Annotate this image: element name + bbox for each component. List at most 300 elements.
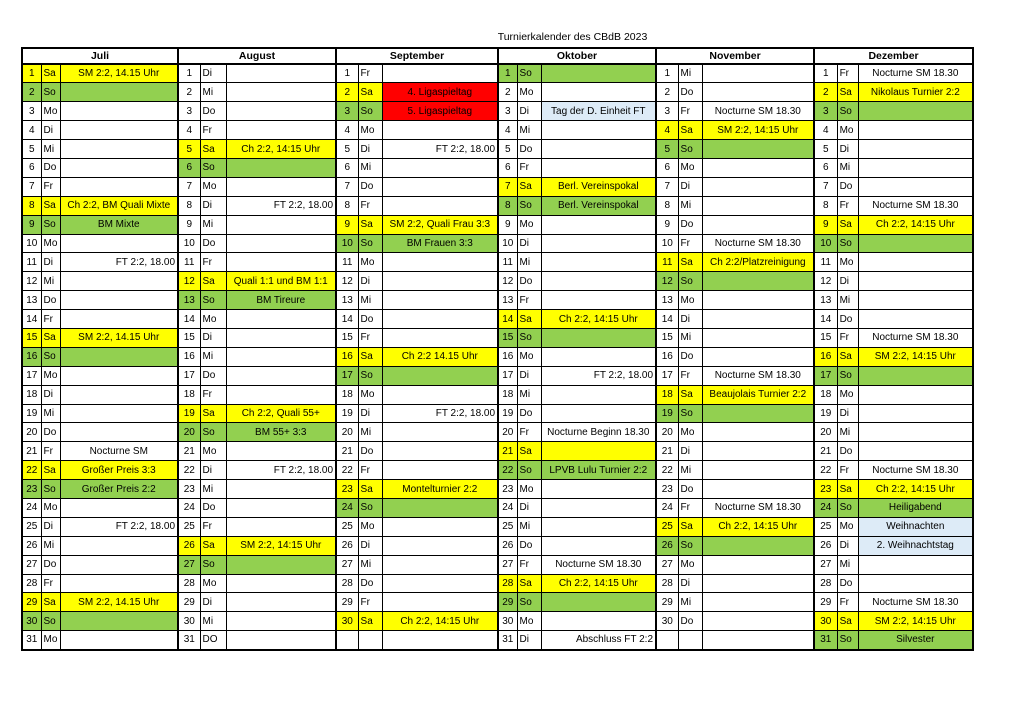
day-number: 23 — [814, 480, 837, 499]
calendar-row — [22, 328, 973, 347]
event-cell — [702, 593, 814, 612]
day-number: 29 — [178, 593, 200, 612]
weekday: Di — [200, 328, 226, 347]
event-cell — [858, 385, 973, 404]
weekday: Mi — [200, 612, 226, 631]
calendar-row — [22, 480, 973, 499]
event-cell — [60, 404, 178, 423]
day-number: 20 — [336, 423, 358, 442]
month-header-dezember: Dezember — [814, 48, 973, 64]
day-number: 28 — [22, 574, 41, 593]
event-cell — [858, 555, 973, 574]
weekday: Mo — [358, 121, 382, 140]
weekday: Di — [517, 234, 541, 253]
calendar-row — [22, 498, 973, 517]
event-cell: SM 2:2, 14:15 Uhr — [858, 612, 973, 631]
calendar-title: Turnierkalender des CBdB 2023 — [497, 31, 648, 43]
day-number: 29 — [814, 593, 837, 612]
weekday: Do — [41, 291, 60, 310]
weekday: Fr — [678, 234, 702, 253]
event-cell: Nocturne SM 18.30 — [858, 196, 973, 215]
day-number: 3 — [656, 102, 678, 121]
weekday: Mi — [41, 404, 60, 423]
day-number: 9 — [498, 215, 517, 234]
day-number: 25 — [336, 517, 358, 536]
event-cell: FT 2:2, 18.00 — [60, 253, 178, 272]
weekday: Fr — [517, 555, 541, 574]
event-cell — [60, 121, 178, 140]
weekday: Di — [41, 385, 60, 404]
weekday: Sa — [837, 83, 858, 102]
weekday: So — [41, 480, 60, 499]
day-number: 20 — [498, 423, 517, 442]
day-number: 25 — [498, 517, 517, 536]
day-number: 4 — [814, 121, 837, 140]
day-number: 18 — [336, 385, 358, 404]
weekday: Sa — [41, 196, 60, 215]
event-cell — [382, 158, 498, 177]
event-cell: Nikolaus Turnier 2:2 — [858, 83, 973, 102]
calendar-row — [22, 385, 973, 404]
event-cell: FT 2:2, 18.00 — [226, 196, 336, 215]
weekday: Di — [200, 196, 226, 215]
weekday: Do — [200, 498, 226, 517]
calendar-row — [22, 631, 973, 650]
event-cell — [858, 102, 973, 121]
event-cell — [60, 83, 178, 102]
event-cell: Ch 2:2, BM Quali Mixte — [60, 196, 178, 215]
day-number: 30 — [498, 612, 517, 631]
event-cell — [382, 631, 498, 650]
event-cell — [702, 140, 814, 159]
weekday: Do — [41, 158, 60, 177]
weekday: Mi — [837, 291, 858, 310]
day-number: 23 — [336, 480, 358, 499]
weekday: Mi — [358, 158, 382, 177]
day-number: 17 — [814, 366, 837, 385]
event-cell: Nocturne SM 18.30 — [702, 102, 814, 121]
day-number: 13 — [498, 291, 517, 310]
day-number: 22 — [22, 461, 41, 480]
day-number: 24 — [336, 498, 358, 517]
day-number: 16 — [336, 347, 358, 366]
event-cell — [382, 536, 498, 555]
weekday: Mo — [517, 83, 541, 102]
weekday: Sa — [200, 536, 226, 555]
day-number: 26 — [336, 536, 358, 555]
weekday: Sa — [517, 442, 541, 461]
weekday: Do — [358, 442, 382, 461]
event-cell: Nocturne Beginn 18.30 — [541, 423, 656, 442]
weekday: Mo — [837, 121, 858, 140]
weekday: Di — [678, 310, 702, 329]
weekday: Mi — [678, 461, 702, 480]
weekday: Fr — [837, 64, 858, 83]
day-number: 30 — [656, 612, 678, 631]
weekday: Do — [678, 612, 702, 631]
event-cell: Ch 2:2, 14:15 Uhr — [702, 517, 814, 536]
calendar-row — [22, 423, 973, 442]
weekday: So — [200, 423, 226, 442]
day-number: 24 — [22, 498, 41, 517]
event-cell: Quali 1:1 und BM 1:1 — [226, 272, 336, 291]
event-cell — [226, 83, 336, 102]
weekday: Fr — [837, 328, 858, 347]
weekday: Fr — [517, 158, 541, 177]
event-cell: Ch 2:2, 14:15 Uhr — [858, 215, 973, 234]
weekday: DO — [200, 631, 226, 650]
event-cell — [382, 574, 498, 593]
calendar-row — [22, 272, 973, 291]
event-cell — [541, 480, 656, 499]
event-cell — [226, 177, 336, 196]
event-cell: FT 2:2, 18.00 — [226, 461, 336, 480]
day-number: 1 — [498, 64, 517, 83]
event-cell: Beaujolais Turnier 2:2 — [702, 385, 814, 404]
event-cell: SM 2:2, 14:15 Uhr — [226, 536, 336, 555]
event-cell: SM 2:2, 14.15 Uhr — [60, 64, 178, 83]
event-cell — [382, 385, 498, 404]
event-cell — [382, 272, 498, 291]
event-cell: Ch 2:2, 14:15 Uhr — [382, 612, 498, 631]
day-number: 27 — [336, 555, 358, 574]
event-cell: 5. Ligaspieltag — [382, 102, 498, 121]
weekday: Mo — [358, 517, 382, 536]
day-number: 22 — [814, 461, 837, 480]
event-cell — [702, 631, 814, 650]
day-number: 16 — [178, 347, 200, 366]
event-cell: Großer Preis 2:2 — [60, 480, 178, 499]
event-cell — [702, 310, 814, 329]
day-number — [336, 631, 358, 650]
calendar-row — [22, 215, 973, 234]
event-cell — [226, 328, 336, 347]
day-number: 21 — [498, 442, 517, 461]
day-number: 18 — [814, 385, 837, 404]
day-number: 3 — [178, 102, 200, 121]
weekday: Sa — [41, 64, 60, 83]
weekday: Fr — [358, 593, 382, 612]
weekday: Sa — [517, 574, 541, 593]
day-number: 6 — [814, 158, 837, 177]
event-cell — [382, 121, 498, 140]
calendar-row — [22, 253, 973, 272]
weekday: Do — [517, 272, 541, 291]
weekday: Do — [678, 347, 702, 366]
weekday: Di — [358, 404, 382, 423]
calendar-row — [22, 177, 973, 196]
weekday: Mi — [200, 83, 226, 102]
day-number: 5 — [336, 140, 358, 159]
event-cell — [702, 158, 814, 177]
event-cell — [60, 631, 178, 650]
weekday: Mo — [678, 423, 702, 442]
day-number: 7 — [22, 177, 41, 196]
weekday: Sa — [837, 347, 858, 366]
event-cell — [541, 517, 656, 536]
month-header-august: August — [178, 48, 336, 64]
event-cell: Ch 2:2, 14:15 Uhr — [541, 574, 656, 593]
day-number: 28 — [178, 574, 200, 593]
day-number: 19 — [178, 404, 200, 423]
day-number: 19 — [498, 404, 517, 423]
event-cell — [226, 612, 336, 631]
day-number: 27 — [178, 555, 200, 574]
weekday: So — [837, 234, 858, 253]
event-cell — [382, 291, 498, 310]
day-number: 22 — [498, 461, 517, 480]
day-number: 28 — [336, 574, 358, 593]
weekday: Di — [837, 536, 858, 555]
event-cell — [541, 442, 656, 461]
day-number: 15 — [336, 328, 358, 347]
day-number: 21 — [22, 442, 41, 461]
day-number: 24 — [498, 498, 517, 517]
weekday: Di — [358, 536, 382, 555]
day-number: 14 — [178, 310, 200, 329]
day-number: 6 — [498, 158, 517, 177]
day-number: 25 — [178, 517, 200, 536]
event-cell — [60, 158, 178, 177]
event-cell — [541, 234, 656, 253]
event-cell: SM 2:2, 14.15 Uhr — [60, 593, 178, 612]
weekday: Mi — [200, 480, 226, 499]
day-number: 17 — [178, 366, 200, 385]
weekday: Mo — [200, 442, 226, 461]
event-cell — [226, 215, 336, 234]
weekday: Fr — [200, 385, 226, 404]
weekday: Di — [41, 517, 60, 536]
weekday: Di — [517, 102, 541, 121]
calendar-row — [22, 574, 973, 593]
day-number: 11 — [178, 253, 200, 272]
event-cell — [226, 102, 336, 121]
day-number: 20 — [178, 423, 200, 442]
day-number: 29 — [656, 593, 678, 612]
day-number: 4 — [336, 121, 358, 140]
event-cell — [60, 555, 178, 574]
weekday: Mo — [517, 480, 541, 499]
weekday: Fr — [517, 291, 541, 310]
event-cell: BM Tireure — [226, 291, 336, 310]
event-cell: Berl. Vereinspokal — [541, 196, 656, 215]
day-number: 2 — [336, 83, 358, 102]
event-cell — [226, 121, 336, 140]
day-number: 18 — [656, 385, 678, 404]
day-number: 15 — [656, 328, 678, 347]
day-number: 24 — [178, 498, 200, 517]
event-cell — [541, 158, 656, 177]
calendar-row — [22, 291, 973, 310]
day-number: 8 — [22, 196, 41, 215]
event-cell — [541, 612, 656, 631]
event-cell — [541, 121, 656, 140]
calendar-row — [22, 555, 973, 574]
day-number: 21 — [336, 442, 358, 461]
event-cell: Großer Preis 3:3 — [60, 461, 178, 480]
weekday: So — [41, 612, 60, 631]
event-cell — [60, 291, 178, 310]
weekday: Di — [837, 140, 858, 159]
event-cell: Berl. Vereinspokal — [541, 177, 656, 196]
weekday: Do — [358, 310, 382, 329]
event-cell — [60, 177, 178, 196]
event-cell: BM 55+ 3:3 — [226, 423, 336, 442]
event-cell — [60, 234, 178, 253]
weekday: So — [200, 291, 226, 310]
day-number: 10 — [656, 234, 678, 253]
weekday: Do — [200, 366, 226, 385]
weekday: Mi — [358, 423, 382, 442]
weekday: Sa — [678, 385, 702, 404]
weekday: Di — [678, 177, 702, 196]
day-number: 10 — [814, 234, 837, 253]
event-cell — [60, 272, 178, 291]
day-number: 26 — [22, 536, 41, 555]
event-cell: FT 2:2, 18.00 — [541, 366, 656, 385]
day-number: 14 — [814, 310, 837, 329]
weekday: Fr — [517, 423, 541, 442]
weekday: Sa — [358, 215, 382, 234]
weekday: Mo — [678, 555, 702, 574]
event-cell: Nocturne SM 18.30 — [702, 366, 814, 385]
weekday: Mi — [358, 555, 382, 574]
weekday: Do — [358, 177, 382, 196]
event-cell: FT 2:2, 18.00 — [382, 140, 498, 159]
weekday: So — [517, 328, 541, 347]
day-number: 15 — [498, 328, 517, 347]
day-number: 8 — [336, 196, 358, 215]
event-cell: Nocturne SM — [60, 442, 178, 461]
month-header-row — [22, 48, 973, 64]
day-number: 13 — [178, 291, 200, 310]
day-number: 13 — [336, 291, 358, 310]
event-cell: Tag der D. Einheit FT — [541, 102, 656, 121]
event-cell — [382, 253, 498, 272]
day-number: 27 — [656, 555, 678, 574]
month-header-november: November — [656, 48, 814, 64]
day-number: 11 — [656, 253, 678, 272]
event-cell: SM 2:2, Quali Frau 3:3 — [382, 215, 498, 234]
calendar-row — [22, 536, 973, 555]
day-number: 14 — [498, 310, 517, 329]
day-number: 20 — [814, 423, 837, 442]
weekday: Mi — [678, 328, 702, 347]
weekday: So — [358, 102, 382, 121]
calendar-row — [22, 461, 973, 480]
day-number: 8 — [814, 196, 837, 215]
event-cell — [541, 83, 656, 102]
day-number: 6 — [656, 158, 678, 177]
weekday — [358, 631, 382, 650]
weekday: So — [358, 498, 382, 517]
event-cell — [60, 498, 178, 517]
weekday: Sa — [200, 140, 226, 159]
weekday: Mo — [517, 612, 541, 631]
month-header-oktober: Oktober — [498, 48, 656, 64]
day-number: 7 — [656, 177, 678, 196]
day-number — [656, 631, 678, 650]
event-cell: Ch 2:2, 14:15 Uhr — [226, 140, 336, 159]
event-cell — [382, 64, 498, 83]
event-cell: SM 2:2, 14.15 Uhr — [60, 328, 178, 347]
calendar-row — [22, 404, 973, 423]
day-number: 12 — [814, 272, 837, 291]
event-cell — [226, 442, 336, 461]
day-number: 17 — [22, 366, 41, 385]
event-cell — [60, 102, 178, 121]
event-cell — [60, 366, 178, 385]
day-number: 15 — [22, 328, 41, 347]
event-cell — [702, 536, 814, 555]
event-cell — [60, 140, 178, 159]
weekday: Fr — [678, 366, 702, 385]
weekday: So — [41, 83, 60, 102]
day-number: 26 — [498, 536, 517, 555]
weekday: Di — [837, 272, 858, 291]
event-cell — [382, 177, 498, 196]
weekday: Sa — [358, 83, 382, 102]
event-cell — [226, 517, 336, 536]
day-number: 21 — [656, 442, 678, 461]
day-number: 9 — [656, 215, 678, 234]
weekday: Sa — [678, 253, 702, 272]
weekday: Di — [517, 498, 541, 517]
weekday: Fr — [358, 328, 382, 347]
day-number: 12 — [336, 272, 358, 291]
day-number: 12 — [22, 272, 41, 291]
weekday: Do — [358, 574, 382, 593]
event-cell — [382, 196, 498, 215]
event-cell: Nocturne SM 18.30 — [541, 555, 656, 574]
event-cell — [226, 158, 336, 177]
weekday: Fr — [837, 461, 858, 480]
event-cell: 2. Weihnachtstag — [858, 536, 973, 555]
event-cell — [541, 328, 656, 347]
weekday: Mi — [517, 517, 541, 536]
tournament-calendar-table — [21, 47, 974, 651]
day-number: 18 — [22, 385, 41, 404]
calendar-row — [22, 121, 973, 140]
day-number: 13 — [22, 291, 41, 310]
event-cell — [382, 310, 498, 329]
weekday: Mo — [200, 574, 226, 593]
day-number: 2 — [814, 83, 837, 102]
weekday: Do — [837, 574, 858, 593]
day-number: 17 — [498, 366, 517, 385]
day-number: 28 — [814, 574, 837, 593]
event-cell — [541, 215, 656, 234]
weekday: Do — [517, 404, 541, 423]
weekday: Fr — [41, 177, 60, 196]
month-header-juli: Juli — [22, 48, 178, 64]
weekday: Mo — [837, 253, 858, 272]
calendar-body — [22, 64, 973, 650]
event-cell — [858, 177, 973, 196]
day-number: 16 — [814, 347, 837, 366]
weekday: Do — [200, 102, 226, 121]
weekday: Mi — [837, 158, 858, 177]
event-cell — [702, 64, 814, 83]
event-cell — [702, 272, 814, 291]
weekday: Mo — [200, 310, 226, 329]
weekday: Do — [41, 423, 60, 442]
weekday: Mi — [41, 272, 60, 291]
event-cell — [858, 253, 973, 272]
event-cell — [702, 215, 814, 234]
day-number: 1 — [656, 64, 678, 83]
weekday: Mo — [837, 385, 858, 404]
